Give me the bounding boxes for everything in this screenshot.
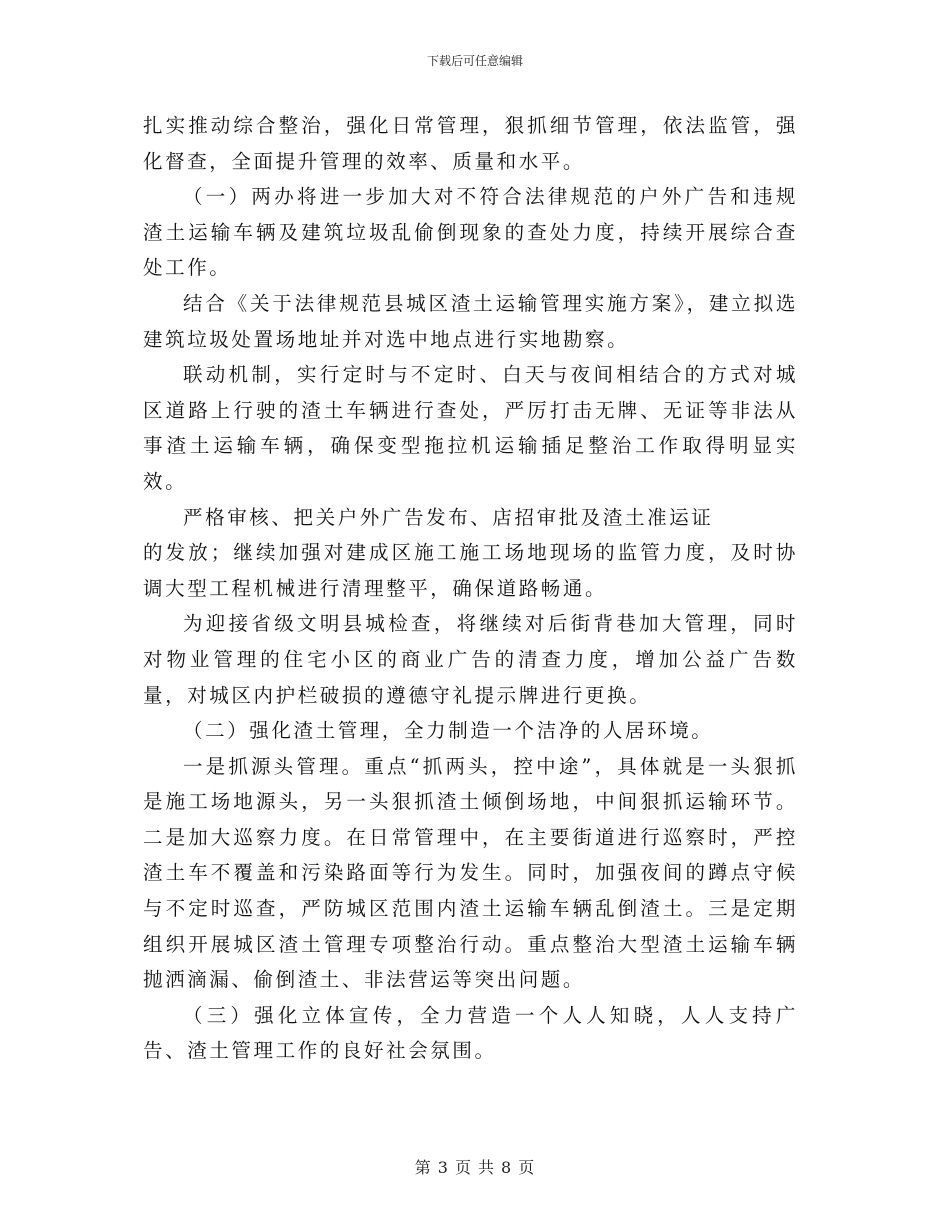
paragraph: 为迎接省级文明县城检查，将继续对后街背巷加大管理，同时对物业管理的住宅小区的商业广告的清查力度，增加公益广告数量，对城区内护栏破损的遵德守礼提示牌进行更换。 — [143, 612, 798, 707]
footer-prefix: 第 — [414, 1158, 432, 1177]
footer-middle: 页 共 — [454, 1158, 496, 1177]
paragraph: 一是抓源头管理。重点“抓两头，控中途”，具体就是一头狠抓是施工场地源头，另一头狠抓渣土倾倒场地，中间狠抓运输环节。二是加大巡察力度。在日常管理中，在主要街道进行巡察时，严控渣土车不覆盖和污染路面等行为发生。同时，加强夜间的蹲点守候与不定时巡查，严防城区范围内渣土运输车辆乱倒渣土。三是定期组织开展城区渣土管理专项整治行动。重点整治大型渣土运输车辆抛洒滴漏、偷倒渣土、非法营运等突出问题。 — [143, 754, 798, 992]
paragraph: （三）强化立体宣传，全力营造一个人人知晓，人人支持广告、渣土管理工作的良好社会氛围。 — [143, 1003, 798, 1063]
paragraph: 的发放；继续加强对建成区施工施工场地现场的监管力度，及时协调大型工程机械进行清理整平，确保道路畅通。 — [143, 541, 798, 600]
paragraph: 扎实推动综合整治，强化日常管理，狠抓细节管理，依法监管，强化督查，全面提升管理的效率、质量和水平。 — [143, 114, 798, 173]
paragraph: 联动机制，实行定时与不定时、白天与夜间相结合的方式对城区道路上行驶的渣土车辆进行查处，严厉打击无牌、无证等非法从事渣土运输车辆，确保变型拖拉机运输插足整治工作取得明显实效。 — [143, 363, 798, 493]
paragraph: （二）强化渣土管理，全力制造一个洁净的人居环境。 — [183, 719, 714, 743]
document-body — [143, 108, 798, 1069]
paragraph: 严格审核、把关户外广告发布、店招审批及渣土准运证 — [183, 505, 714, 529]
page-header-note: 下载后可任意编辑 — [426, 54, 523, 68]
footer-total-pages: 8 — [501, 1158, 513, 1177]
page-footer — [0, 1155, 950, 1178]
footer-current-page: 3 — [437, 1158, 449, 1177]
paragraph: （一）两办将进一步加大对不符合法律规范的户外广告和违规渣土运输车辆及建筑垃圾乱偷倒现象的查处力度，持续开展综合查处工作。 — [143, 185, 798, 280]
paragraph: 结合《关于法律规范县城区渣土运输管理实施方案》，建立拟选建筑垃圾处置场地址并对选中地点进行实地勘察。 — [143, 291, 798, 351]
footer-suffix: 页 — [518, 1158, 536, 1177]
